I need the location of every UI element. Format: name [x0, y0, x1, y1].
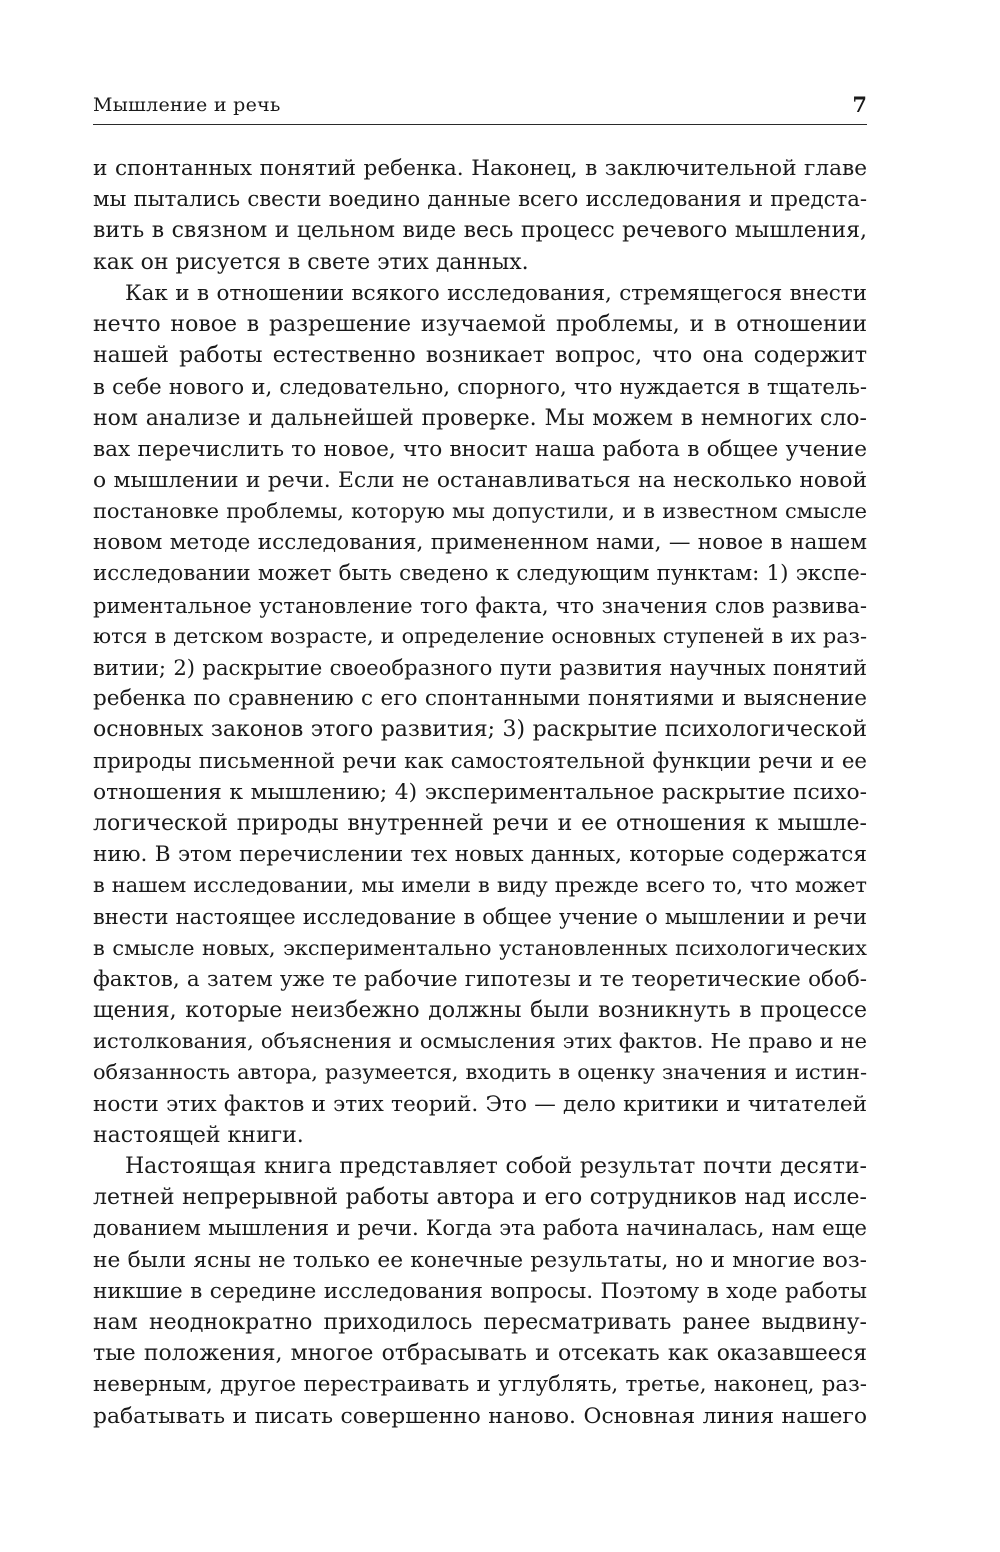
text-line: в смысле новых, экспериментально установленных психологических — [93, 935, 867, 960]
text-line: ном анализе и дальнейшей проверке. Мы можем в немногих сло- — [93, 405, 867, 431]
text-line: новом методе исследования, примененном нами, — новое в нашем — [93, 530, 867, 556]
text-line: тые положения, многое отбрасывать и отсекать как оказавшееся — [93, 1341, 867, 1367]
text-line: логической природы внутренней речи и ее отношения к мышле- — [93, 810, 867, 836]
text-line: неверным, другое перестраивать и углублять, третье, наконец, раз- — [93, 1372, 867, 1398]
text-line: исследовании может быть сведено к следующим пунктам: 1) экспе- — [93, 561, 867, 587]
text-line: нам неоднократно приходилось пересматривать ранее выдвину- — [93, 1309, 867, 1335]
text-line: ются в детском возрасте, и определение основных ступеней в их раз- — [93, 623, 867, 648]
running-head — [93, 84, 867, 125]
text-line: как он рисуется в свете этих данных. — [93, 249, 529, 275]
text-line: витии; 2) раскрытие своеобразного пути развития научных понятий — [93, 655, 867, 680]
text-line: нашей работы естественно возникает вопрос, что она содержит — [93, 343, 867, 369]
text-line: риментальное установление того факта, что значения слов развива- — [93, 592, 867, 618]
text-line: не были ясны не только ее конечные результаты, но и многие воз- — [93, 1247, 867, 1273]
text-line: постановке проблемы, которую мы допустили, и в известном смысле — [93, 499, 867, 524]
text-line: настоящей книги. — [93, 1122, 304, 1148]
text-line: в нашем исследовании, мы имели в виду прежде всего то, что может — [93, 873, 867, 898]
text-line: нию. В этом перечислении тех новых данных, которые содержатся — [93, 842, 867, 868]
text-line: обязанность автора, разумеется, входить в оценку значения и истин- — [93, 1060, 867, 1085]
text-line: в себе нового и, следовательно, спорного, что нуждается в тщатель- — [93, 374, 867, 400]
paragraph-first-line: Как и в отношении всякого исследования, стремящегося внести — [125, 280, 867, 306]
text-line: основных законов этого развития; 3) раскрытие психологической — [93, 717, 867, 743]
text-line: ребенка по сравнению с его спонтанными понятиями и выяснение — [93, 686, 867, 712]
text-line: отношения к мышлению; 4) экспериментальное раскрытие психо- — [93, 779, 867, 805]
text-line: щения, которые неизбежно должны были возникнуть в процессе — [93, 998, 867, 1024]
text-line: о мышлении и речи. Если не останавливаться на несколько новой — [93, 467, 867, 493]
text-line: вах перечислить то новое, что вносит наша работа в общее учение — [93, 436, 867, 462]
text-line: внести настоящее исследование в общее учение о мышлении и речи — [93, 904, 867, 929]
page-number: 7 — [852, 92, 867, 117]
text-line: истолкования, объяснения и осмысления этих фактов. Не право и не — [93, 1029, 867, 1054]
text-line: вить в связном и цельном виде весь процесс речевого мышления, — [93, 218, 867, 244]
text-line: и спонтанных понятий ребенка. Наконец, в заключительной главе — [93, 156, 867, 181]
paragraph-first-line: Настоящая книга представляет собой результат почти десяти- — [125, 1154, 867, 1179]
text-line: ности этих фактов и этих теорий. Это — дело критики и читателей — [93, 1091, 867, 1117]
running-title: Мышление и речь — [93, 94, 281, 116]
text-line: рабатывать и писать совершенно наново. Основная линия нашего — [93, 1403, 867, 1429]
text-line: летней непрерывной работы автора и его сотрудников над иссле- — [93, 1185, 867, 1211]
text-line: фактов, а затем уже те рабочие гипотезы и те теоретические обоб- — [93, 966, 867, 992]
text-line: дованием мышления и речи. Когда эта работа начиналась, нам еще — [93, 1216, 867, 1242]
text-line: мы пытались свести воедино данные всего исследования и предста- — [93, 187, 867, 213]
body-text — [93, 153, 867, 1432]
text-line: никшие в середине исследования вопросы. Поэтому в ходе работы — [93, 1278, 867, 1304]
text-line: нечто новое в разрешение изучаемой проблемы, и в отношении — [93, 311, 867, 337]
text-line: природы письменной речи как самостоятельной функции речи и ее — [93, 748, 867, 774]
